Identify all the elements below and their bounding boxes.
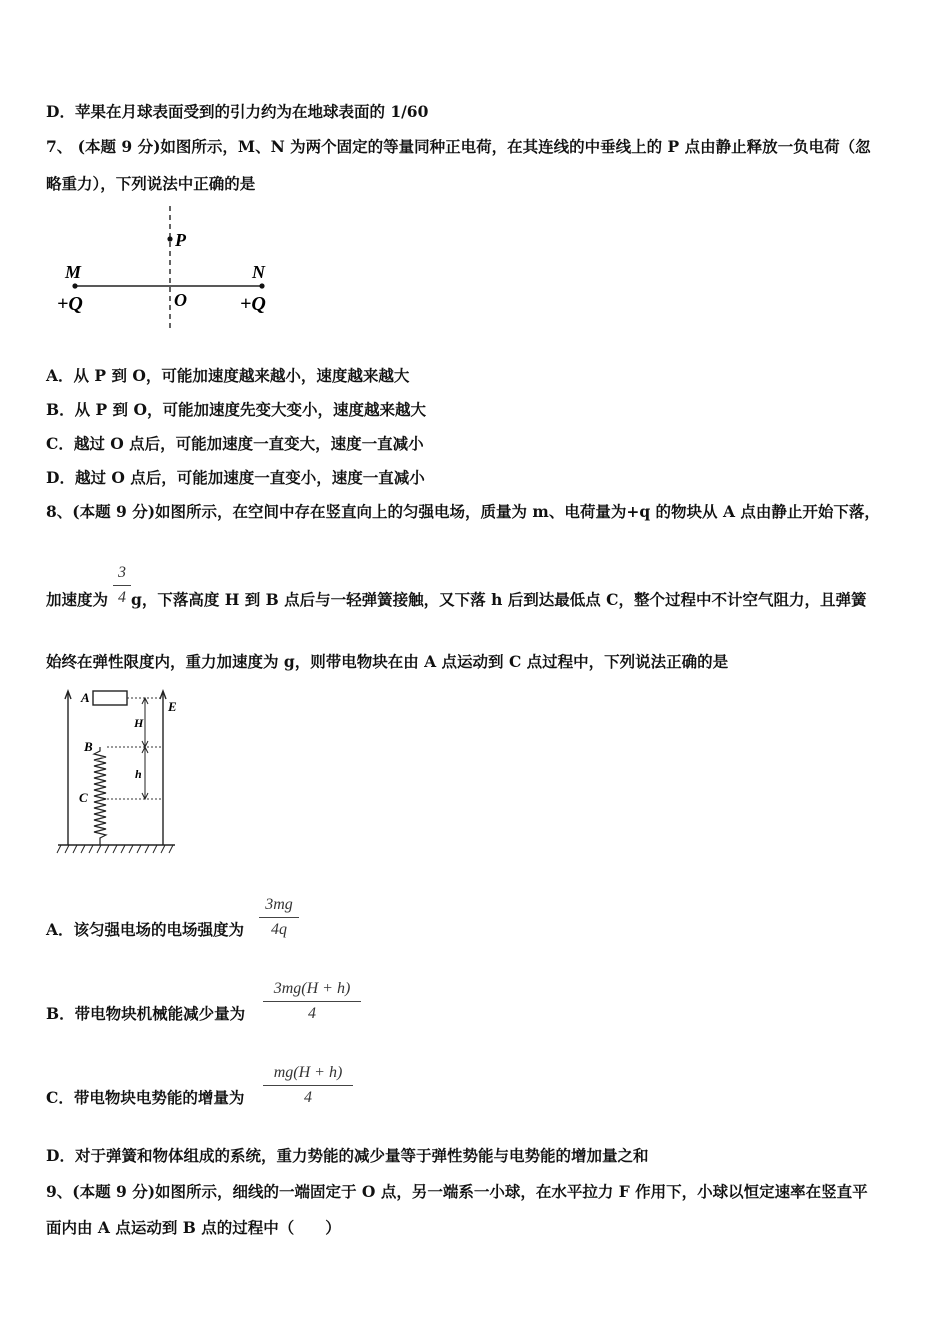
point-p	[167, 236, 172, 241]
q8-option-b-text: B．带电物块机械能减少量为	[46, 1004, 246, 1023]
q9-stem-line1: 9、(本题 9 分)如图所示，细线的一端固定于 O 点，另一端系一小球，在水平拉力 F 作用下，小球以恒定速率在竖直平	[46, 1182, 868, 1201]
q7-stem-line1: 7、 (本题 9 分)如图所示，M、N 为两个固定的等量同种正电荷，在其连线的中垂线上的 P 点由静止释放一负电荷（忽	[46, 137, 871, 156]
label-n: N	[252, 262, 265, 282]
q8-figure-spring	[55, 685, 195, 860]
option-c-numerator: mg(H + h)	[273, 1064, 343, 1081]
q8-accel-fraction	[113, 563, 131, 608]
q7-option-c: C．越过 O 点后，可能加速度一直变大，速度一直减小	[46, 434, 424, 453]
q8-option-c-text: C．带电物块电势能的增量为	[46, 1088, 245, 1107]
q8-option-a-fraction	[259, 895, 299, 940]
charge-n: +Q	[240, 293, 266, 315]
q8-option-b-fraction	[263, 979, 361, 1024]
label-o: O	[174, 290, 187, 310]
q8-option-c-fraction	[263, 1063, 353, 1108]
option-b-numerator: 3mg(H + h)	[273, 980, 351, 997]
label-a: A	[81, 690, 90, 705]
q6-option-d: D．苹果在月球表面受到的引力约为在地球表面的 1/60	[46, 102, 429, 121]
q8-option-d: D．对于弹簧和物体组成的系统，重力势能的减少量等于弹性势能与电势能的增加量之和	[46, 1146, 649, 1165]
block-a	[93, 691, 127, 705]
q8-stem-line1: 8、(本题 9 分)如图所示，在空间中存在竖直向上的匀强电场，质量为 m、电荷量为+q 的物块从 A 点由静止开始下落，	[46, 502, 880, 521]
q7-figure-charges	[50, 200, 290, 340]
label-c: C	[79, 790, 88, 805]
option-a-numerator: 3mg	[265, 896, 293, 913]
point-n	[259, 283, 264, 288]
label-e: E	[168, 699, 177, 714]
q7-option-d: D．越过 O 点后，可能加速度一直变小，速度一直减小	[46, 468, 425, 487]
q7-stem-line2: 略重力），下列说法中正确的是	[46, 174, 256, 193]
label-h-upper: H	[134, 716, 144, 730]
q7-option-a: A．从 P 到 O，可能加速度越来越小，速度越来越大	[46, 366, 410, 385]
label-h-lower: h	[135, 767, 142, 781]
option-a-denominator: 4q	[271, 921, 287, 938]
q8-stem-line2: g，下落高度 H 到 B 点后与一轻弹簧接触，又下落 h 后到达最低点 C，整个过程中不计空气阻力，且弹簧	[131, 590, 867, 609]
charge-m: +Q	[57, 293, 83, 315]
option-c-denominator: 4	[304, 1089, 312, 1106]
q8-option-a-text: A．该匀强电场的电场强度为	[46, 920, 245, 939]
q8-stem-line3: 始终在弹性限度内，重力加速度为 g，则带电物块在由 A 点运动到 C 点过程中，下列说法正确的是	[46, 652, 729, 671]
option-b-denominator: 4	[308, 1005, 316, 1022]
q8-accel-prefix: 加速度为	[46, 590, 109, 609]
accel-numerator: 3	[118, 564, 126, 581]
label-b: B	[84, 739, 93, 754]
label-m: M	[65, 262, 82, 282]
q9-stem-line2: 面内由 A 点运动到 B 点的过程中（ ）	[46, 1218, 341, 1237]
ground-hatch	[57, 845, 173, 853]
accel-denominator: 4	[118, 589, 126, 606]
label-p: P	[175, 230, 186, 250]
spring	[94, 747, 106, 845]
point-m	[72, 283, 77, 288]
q7-option-b: B．从 P 到 O，可能加速度先变大变小，速度越来越大	[46, 400, 426, 419]
